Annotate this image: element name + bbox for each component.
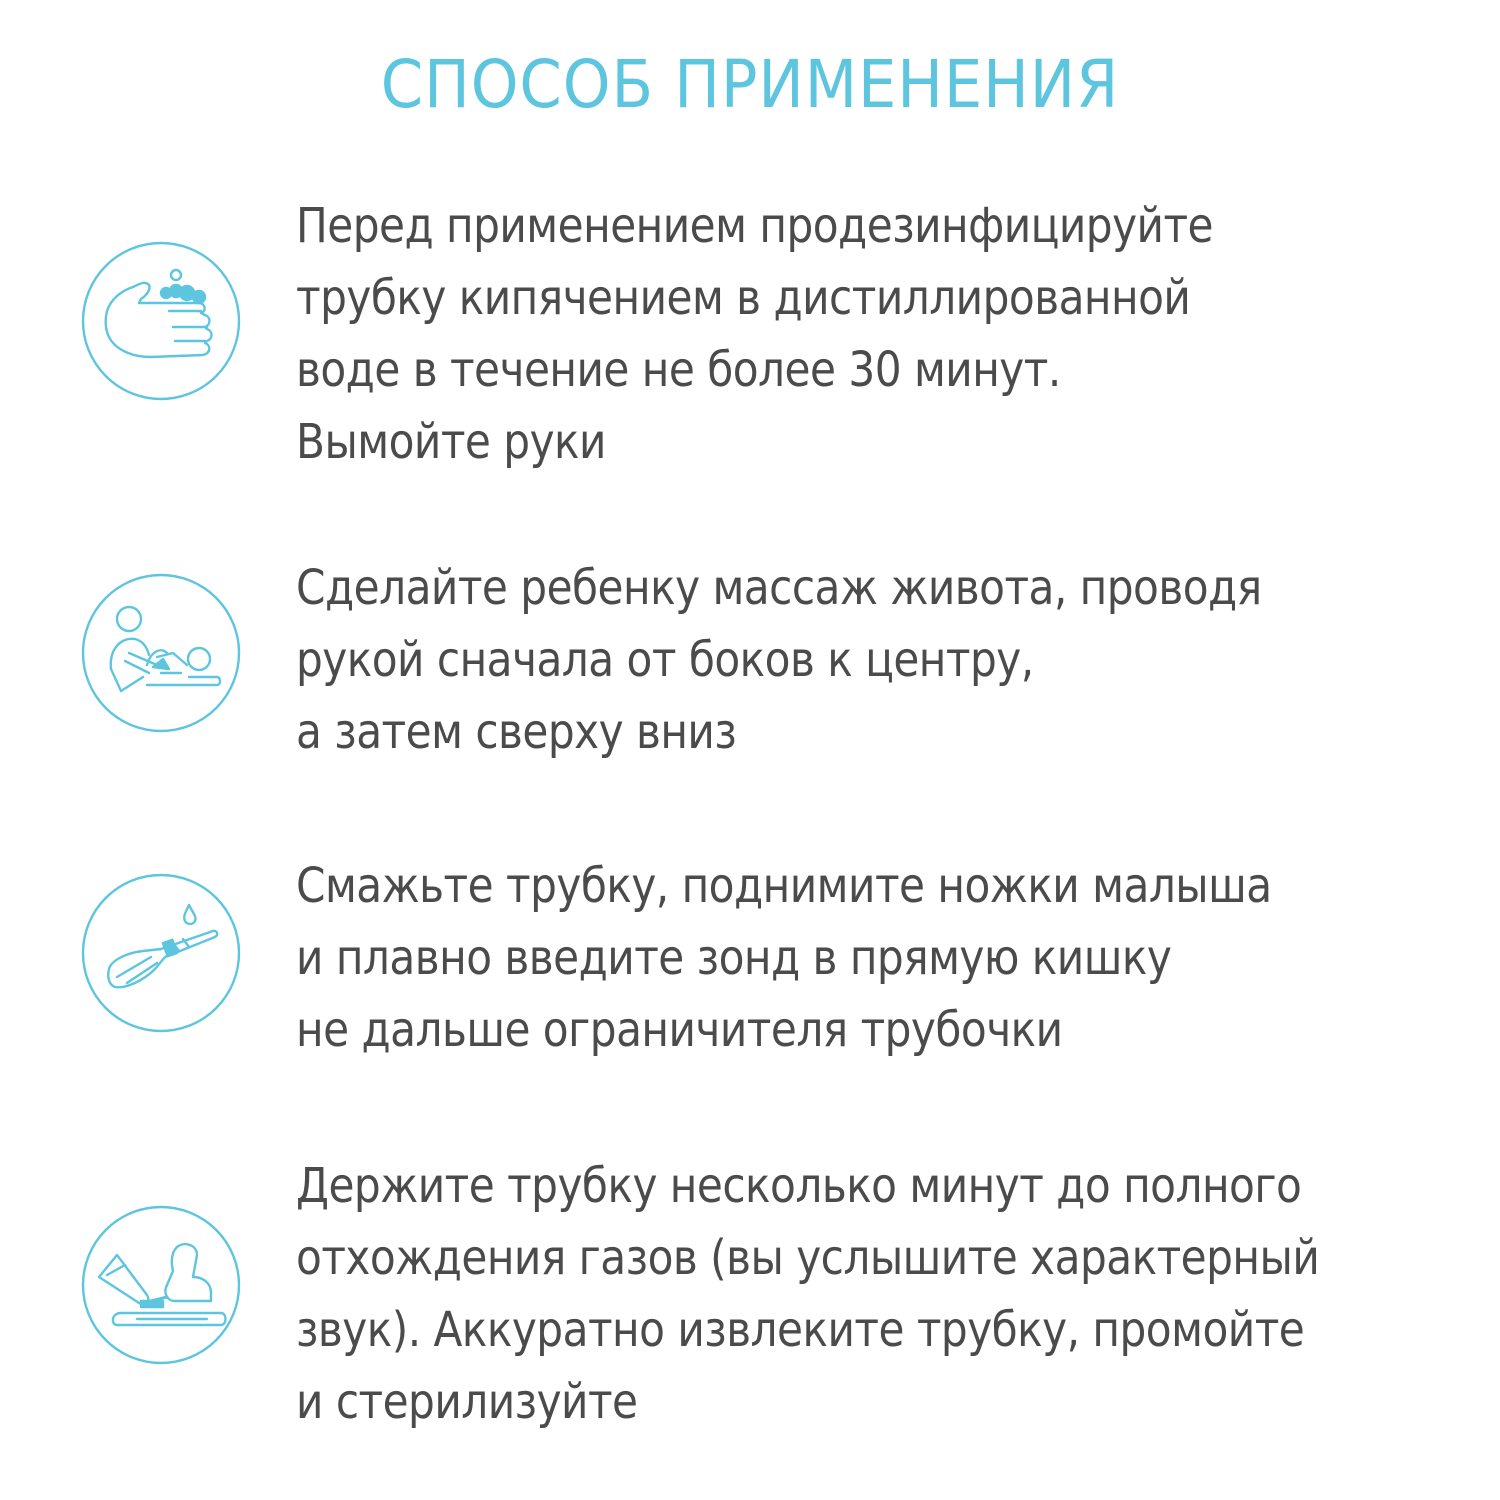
step-1-line-4: Вымойте руки — [296, 414, 606, 470]
page-title: СПОСОБ ПРИМЕНЕНИЯ — [380, 46, 1120, 123]
step-3-line-3: не дальше ограничителя трубочки — [296, 1002, 1063, 1058]
step-2-line-1: Сделайте ребенку массаж живота, проводя — [296, 560, 1262, 616]
step-1-text — [296, 190, 1334, 478]
baby-tube-insertion-icon — [81, 1205, 241, 1365]
step-3-line-1: Смажьте трубку, поднимите ножки малыша — [296, 858, 1272, 914]
step-2-text — [296, 552, 1334, 768]
step-1-line-3: воде в течение не более 30 минут. — [296, 342, 1061, 398]
step-2-line-3: а затем сверху вниз — [296, 704, 737, 760]
hand-washing-icon — [81, 241, 241, 401]
step-3-text — [296, 850, 1334, 1066]
step-3-line-2: и плавно введите зонд в прямую кишку — [296, 930, 1172, 986]
step-4-line-2: отхождения газов (вы услышите характерный — [296, 1230, 1320, 1286]
step-4-line-3: звук). Аккуратно извлеките трубку, промойте — [296, 1302, 1305, 1358]
step-1-line-1: Перед применением продезинфицируйте — [296, 198, 1214, 254]
step-4-line-4: и стерилизуйте — [296, 1374, 638, 1430]
baby-massage-icon — [81, 573, 241, 733]
step-2-line-2: рукой сначала от боков к центру, — [296, 632, 1034, 688]
lubricated-tube-icon — [81, 873, 241, 1033]
step-4-line-1: Держите трубку несколько минут до полного — [296, 1158, 1302, 1214]
step-1-line-2: трубку кипячением в дистиллированной — [296, 270, 1191, 326]
step-4-text — [296, 1150, 1334, 1438]
